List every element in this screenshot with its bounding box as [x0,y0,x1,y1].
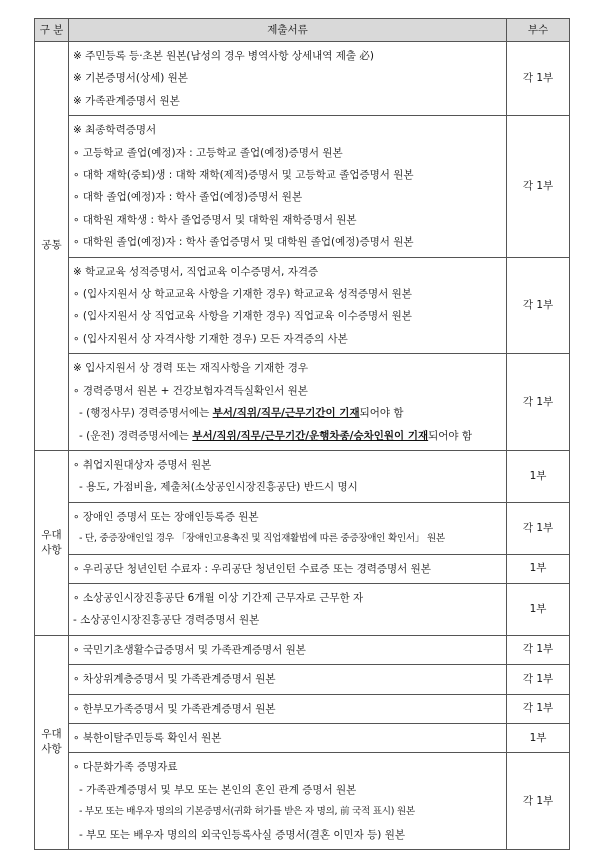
copies-cell: 각 1부 [507,42,570,116]
document-line: ∘ 대학 재학(중퇴)생 : 대학 재학(제적)증명서 및 고등학교 졸업증명서 원본 [73,169,414,182]
common-row-3 [35,257,570,354]
copies-cell: 1부 [507,554,570,583]
emphasis-text: 부서/직위/직무/근무기간이 기재 [212,407,360,420]
document-line: ∘ 대학원 졸업(예정)자 : 학사 졸업증명서 및 대학원 졸업(예정)증명서 원본 [73,236,414,249]
document-cell [69,116,507,257]
document-line: - 단, 중증장애인일 경우 「장애인고용촉진 및 직업재활법에 따른 중증장애인 확인서」 원본 [79,533,445,545]
category-preference-2: 우대 사항 [35,635,69,849]
document-line: - 부모 또는 배우자 명의의 외국인등록사실 증명서(결혼 이민자 등) 원본 [79,828,406,841]
copies-cell: 각 1부 [507,635,570,664]
pref2-row-1 [35,635,570,664]
common-row-2 [35,116,570,257]
pref2-row-5 [35,753,570,850]
document-line: - 가족관계증명서 및 부모 또는 본인의 혼인 관계 증명서 원본 [79,783,357,796]
submission-documents-table [34,18,570,850]
category-common: 공통 [35,42,69,451]
header-documents: 제출서류 [69,19,507,42]
document-line: ∘ (입사지원서 상 직업교육 사항을 기재한 경우) 직업교육 이수증명서 원본 [73,310,412,323]
document-line: ∘ 북한이탈주민등록 확인서 원본 [73,731,222,744]
document-line: - 용도, 가점비율, 제출처(소상공인시장진흥공단) 반드시 명시 [79,481,358,494]
document-line: ∘ 한부모가족증명서 및 가족관계증명서 원본 [73,702,276,715]
document-cell [69,753,507,850]
document-line: - 부모 또는 배우자 명의의 기본증명서(귀화 허가를 받은 자 명의, 前 국적 표시) 원본 [79,806,415,818]
document-line: ∘ 장애인 증명서 또는 장애인등록증 원본 [73,510,259,523]
copies-cell: 각 1부 [507,257,570,354]
document-cell [69,635,507,664]
pref1-row-3 [35,554,570,583]
document-line: ∘ 대학원 재학생 : 학사 졸업증명서 및 대학원 재학증명서 원본 [73,213,357,226]
document-line: ※ 입사지원서 상 경력 또는 재직사항을 기재한 경우 [73,362,309,375]
pref1-row-4 [35,583,570,635]
document-line: ※ 주민등록 등·초본 원본(남성의 경우 병역사항 상세내역 제출 必) [73,50,374,62]
copies-cell: 1부 [507,723,570,752]
copies-cell: 각 1부 [507,116,570,257]
copies-cell: 1부 [507,450,570,502]
document-line: ∘ 대학 졸업(예정)자 : 학사 졸업(예정)증명서 원본 [73,191,303,204]
document-line: ∘ 소상공인시장진흥공단 6개월 이상 기간제 근무자로 근무한 자 [73,591,364,604]
pref2-row-3 [35,694,570,723]
header-row [35,19,570,42]
document-line: ∘ (입사지원서 상 자격사항 기재한 경우) 모든 자격증의 사본 [73,332,348,345]
document-cell [69,665,507,694]
emphasis-text: 부서/직위/직무/근무기간/운행차종/승차인원이 기재 [192,429,429,442]
pref1-row-1 [35,450,570,502]
copies-cell: 각 1부 [507,665,570,694]
document-line: ※ 학교교육 성적증명서, 직업교육 이수증명서, 자격증 [73,265,319,278]
document-line: ∘ 취업지원대상자 증명서 원본 [73,458,212,471]
document-cell [69,354,507,451]
header-copies: 부수 [507,19,570,42]
document-line: ∘ 차상위계층증명서 및 가족관계증명서 원본 [73,673,276,686]
document-cell [69,450,507,502]
document-line: ∘ (입사지원서 상 학교교육 사항을 기재한 경우) 학교교육 성적증명서 원본 [73,288,412,301]
document-line: ∘ 다문화가족 증명자료 [73,761,178,774]
document-line: - (운전) 경력증명서에는 부서/직위/직무/근무기간/운행차종/승차인원이 기재되어야 함 [79,429,473,442]
document-line: ※ 기본증명서(상세) 원본 [73,72,188,85]
document-line: ※ 최종학력증명서 [73,124,157,137]
common-row-1 [35,42,570,116]
document-line: ∘ 국민기초생활수급증명서 및 가족관계증명서 원본 [73,643,306,656]
copies-cell: 각 1부 [507,354,570,451]
document-line: - 소상공인시장진흥공단 경력증명서 원본 [73,614,260,627]
pref2-row-4 [35,723,570,752]
document-cell [69,42,507,116]
common-row-4 [35,354,570,451]
document-cell [69,723,507,752]
document-line: ※ 가족관계증명서 원본 [73,94,180,107]
document-line: ∘ 경력증명서 원본 + 건강보험자격득실확인서 원본 [73,384,308,397]
copies-cell: 1부 [507,583,570,635]
document-line: ∘ 우리공단 청년인턴 수료자 : 우리공단 청년인턴 수료증 또는 경력증명서 원본 [73,562,431,575]
document-cell [69,554,507,583]
copies-cell: 각 1부 [507,753,570,850]
pref2-row-2 [35,665,570,694]
document-line: ∘ 고등학교 졸업(예정)자 : 고등학교 졸업(예정)증명서 원본 [73,146,343,159]
category-preference-1: 우대 사항 [35,450,69,635]
copies-cell: 각 1부 [507,502,570,554]
document-cell [69,583,507,635]
document-line: - (행정사무) 경력증명서에는 부서/직위/직무/근무기간이 기재되어야 함 [79,407,404,420]
document-cell [69,257,507,354]
copies-cell: 각 1부 [507,694,570,723]
pref1-row-2 [35,502,570,554]
document-cell [69,502,507,554]
document-cell [69,694,507,723]
header-category: 구 분 [35,19,69,42]
